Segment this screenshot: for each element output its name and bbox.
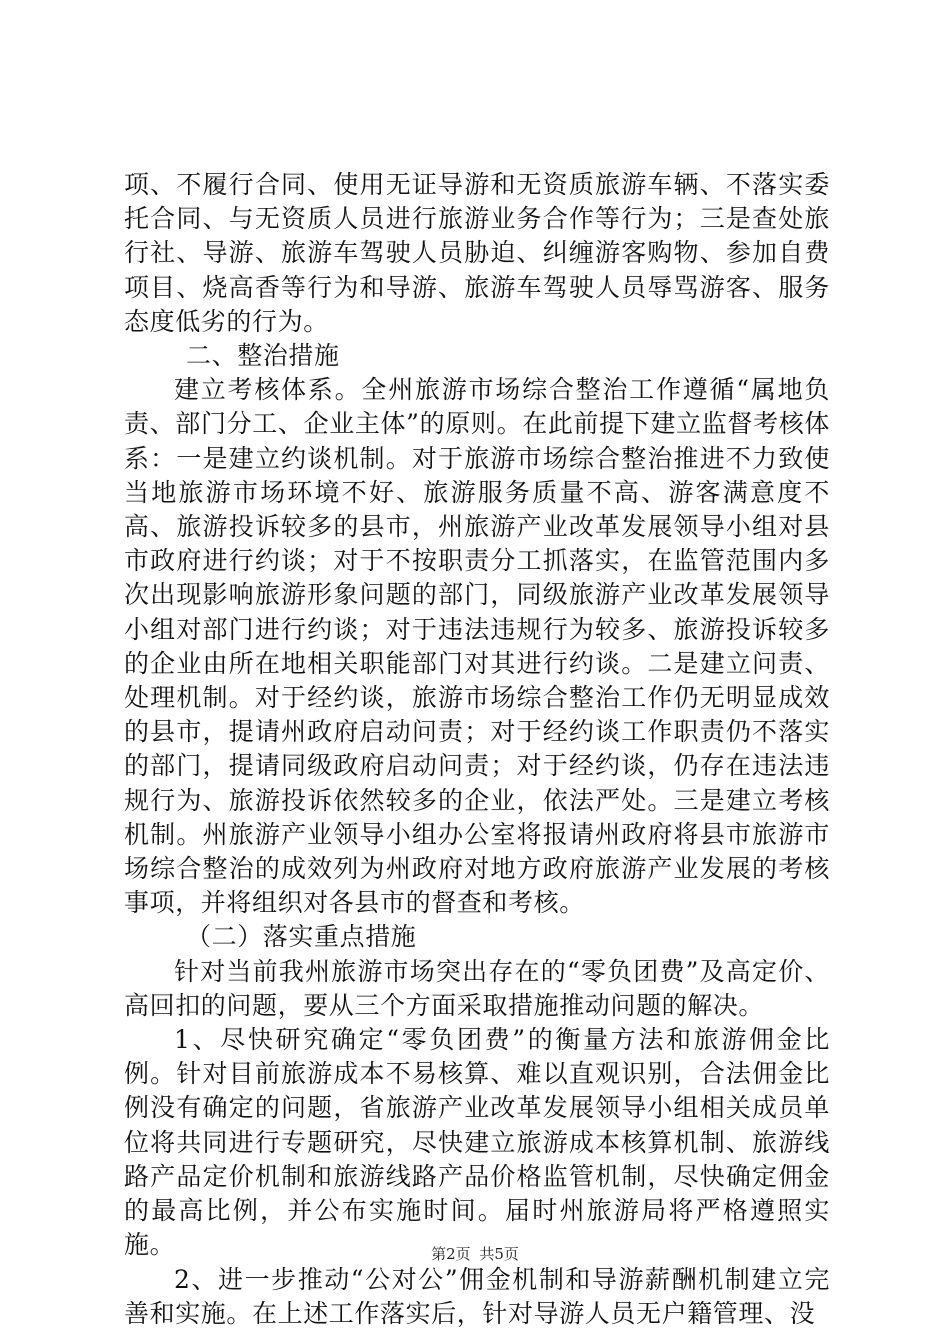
page-footer [0, 1244, 950, 1264]
paragraph-item-2: 2、进一步推动“公对公”佣金机制和导游薪酬机制建立完善和实施。在上述工作落实后，针对导游人员无户籍管理、没 [124, 1264, 830, 1328]
paragraph-continuation: 项、不履行合同、使用无证导游和无资质旅游车辆、不落实委托合同、与无资质人员进行旅游业务合作等行为；三是查处旅行社、导游、旅游车驾驶人员胁迫、纠缠游客购物、参加自费项目、烧高香等行为和导游、旅游车驾驶人员辱骂游客、服务态度低劣的行为。 [124, 170, 830, 336]
paragraph-assessment-system: 建立考核体系。全州旅游市场综合整治工作遵循“属地负责、部门分工、企业主体”的原则。在此前提下建立监督考核体系：一是建立约谈机制。对于旅游市场综合整治推进不力致使当地旅游市场环境不好、旅游服务质量不高、游客满意度不高、旅游投诉较多的县市，州旅游产业改革发展领导小组对县市政府进行约谈；对于不按职责分工抓落实，在监管范围内多次出现影响旅游形象问题的部门，同级旅游产业改革发展领导小组对部门进行约谈；对于违法违规行为较多、旅游投诉较多的企业由所在地相关职能部门对其进行约谈。二是建立问责、处理机制。对于经约谈，旅游市场综合整治工作仍无明显成效的县市，提请州政府启动问责；对于经约谈工作职责仍不落实的部门，提请同级政府启动问责；对于经约谈，仍存在违法违规行为、旅游投诉依然较多的企业，依法严处。三是建立考核机制。州旅游产业领导小组办公室将报请州政府将县市旅游市场综合整治的成效列为州政府对地方政府旅游产业发展的考核事项，并将组织对各县市的督查和考核。 [124, 375, 830, 918]
section-heading-measures: 二、整治措施 [186, 341, 340, 371]
page-total: 共5页 [479, 1245, 519, 1263]
paragraph-item-1: 1、尽快研究确定“零负团费”的衡量方法和旅游佣金比例。针对目前旅游成本不易核算、难以直观识别，合法佣金比例没有确定的问题，省旅游产业改革发展领导小组相关成员单位将共同进行专题研究，尽快建立旅游成本核算机制、旅游线路产品定价机制和旅游线路产品价格监管机制，尽快确定佣金的最高比例，并公布实施时间。届时州旅游局将严格遵照实施。 [124, 1025, 830, 1260]
page-number: 第2页 [431, 1245, 471, 1263]
document-body [124, 168, 830, 1331]
paragraph-intro-measures: 针对当前我州旅游市场突出存在的“零负团费”及高定价、高回扣的问题，要从三个方面采取措施推动问题的解决。 [124, 956, 830, 1020]
subsection-heading-key-measures: （二）落实重点措施 [186, 922, 417, 952]
